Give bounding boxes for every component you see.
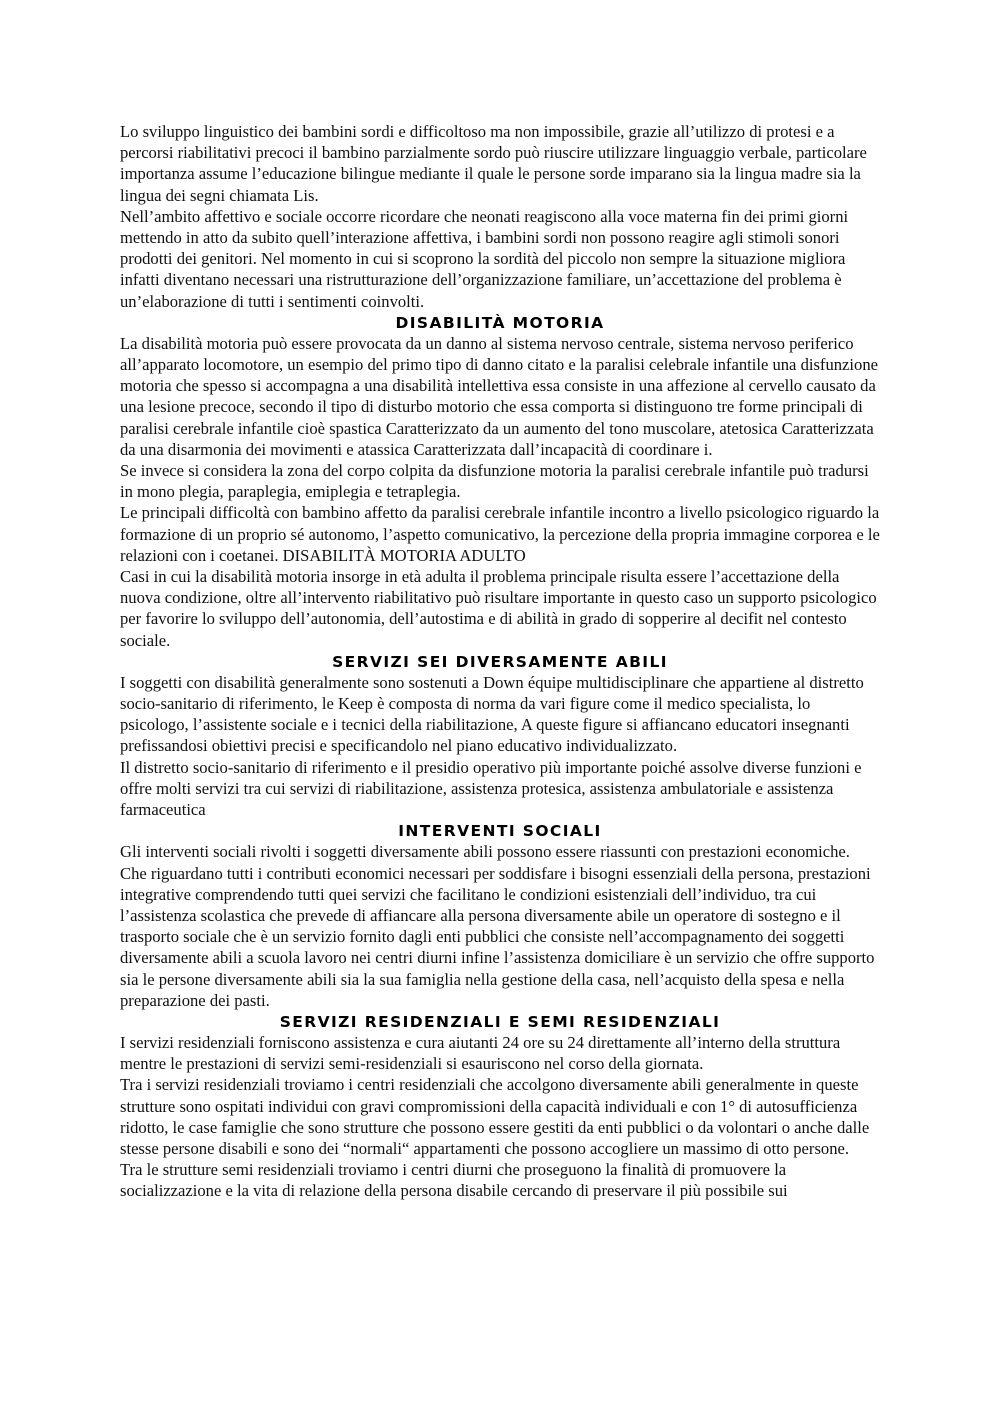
servizi-paragraph-2: Il distretto socio-sanitario di riferimento e il presidio operativo più importante poiché assolve diverse funzioni e offre molti servizi tra cui servizi di riabilitazione, assistenza protesica, assistenza ambulatoriale e assistenza farmaceutica (120, 757, 862, 820)
motoria-paragraph-4: Casi in cui la disabilità motoria insorge in età adulta il problema principale risulta essere l’accettazione della nuova condizione, oltre all’intervento riabilitativo può risultare importante in questo caso un supporto psicologico per favorire lo sviluppo dell’autonomia, dell’autostima e di abilità in grado di sopperire al decifit nel contesto sociale. (120, 567, 877, 650)
residenziali-paragraph-1: I servizi residenziali forniscono assistenza e cura aiutanti 24 ore su 24 direttamente all’interno della struttura mentre le prestazioni di servizi semi-residenziali si esauriscono nel corso della giornata. (120, 1032, 841, 1074)
residenziali-paragraph-2: Tra i servizi residenziali troviamo i centri residenziali che accolgono diversamente abili generalmente in queste strutture sono ospitati individui con gravi compromissioni della capacità individuali e con 1° di autosufficienza ridotto, le case famiglie che sono strutture che possono essere gestiti da enti pubblici o da volontari o anche dalle stesse persone disabili e sono dei “normali“ appartamenti che possono accogliere un massimo di otto persone. (120, 1075, 870, 1158)
motoria-paragraph-1: La disabilità motoria può essere provocata da un danno al sistema nervoso centrale, sistema nervoso periferico all’apparato locomotore, un esempio del primo tipo di danno citato e la paralisi celebrale infantile una disfunzione motoria che spesso si accompagna a una disabilità intellettiva essa consiste in una affezione al cervello causato da una lesione precoce, secondo il tipo di disturbo motorio che essa comporta si distinguono tre forme principali di paralisi cerebrale infantile cioè spastica Caratterizzato da un aumento del tono muscolare, atetosica Caratterizzata da una disarmonia dei movimenti e atassica Caratterizzata dall’incapacità di coordinare i. (120, 333, 878, 459)
heading-disabilita-motoria: DISABILITÀ MOTORIA (395, 313, 605, 332)
heading-servizi-residenziali: SERVIZI RESIDENZIALI E SEMI RESIDENZIALI (279, 1012, 721, 1031)
intro-paragraph-1: Lo sviluppo linguistico dei bambini sordi e difficoltoso ma non impossibile, grazie all’utilizzo di protesi e a percorsi riabilitativi precoci il bambino parzialmente sordo può riuscire utilizzare linguaggio verbale, particolare importanza assume l’educazione bilingue mediante il quale le persone sorde imparano sia la lingua madre sia la lingua dei segni chiamata Lis. (120, 122, 867, 205)
servizi-paragraph-1: I soggetti con disabilità generalmente sono sostenuti a Down équipe multidisciplinare che appartiene al distretto socio-sanitario di riferimento, le Keep è composta di norma da vari figure come il medico specialista, lo psicologo, l’assistente sociale e i tecnici della riabilitazione, A queste figure si affiancano educatori insegnanti prefissandosi obiettivi precisi e specificandolo nel piano educativo individualizzato. (120, 672, 864, 756)
interventi-paragraph-1: Gli interventi sociali rivolti i soggetti diversamente abili possono essere riassunti con prestazioni economiche. Che riguardano tutti i contributi economici necessari per soddisfare i bisogni essenziali della persona, prestazioni integrative comprendendo tutti quei servizi che facilitano le condizioni esistenziali dell’individuo, tra cui l’assistenza scolastica che prevede di affiancare alla persona diversamente abile un operatore di sostegno e il trasporto sociale che è un servizio fornito dagli enti pubblici che consiste nell’accompagnamento dei soggetti diversamente abili a scuola lavoro nei centri diurni infine l’assistenza domiciliare è un servizio che offre supporto sia le persone diversamente abili sia la sua famiglia nella gestione della casa, nell’acquisto della spesa e nella preparazione dei pasti. (120, 842, 875, 1010)
motoria-paragraph-3: Le principali difficoltà con bambino affetto da paralisi cerebrale infantile incontro a livello psicologico riguardo la formazione di un proprio sé autonomo, l’aspetto comunicativo, la percezione della propria immagine corporea e le relazioni con i coetanei. DISABILITÀ MOTORIA ADULTO (120, 503, 880, 565)
heading-servizi-diversamente-abili: SERVIZI SEI DIVERSAMENTE ABILI (332, 652, 668, 671)
heading-interventi-sociali: INTERVENTI SOCIALI (398, 822, 602, 841)
residenziali-paragraph-3: Tra le strutture semi residenziali troviamo i centri diurni che proseguono la finalità di promuovere la socializzazione e la vita di relazione della persona disabile cercando di preservare il più possibile sui (120, 1160, 788, 1201)
motoria-paragraph-2: Se invece si considera la zona del corpo colpita da disfunzione motoria la paralisi cerebrale infantile può tradursi in mono plegia, paraplegia, emiplegia e tetraplegia. (120, 461, 869, 502)
intro-paragraph-2: Nell’ambito affettivo e sociale occorre ricordare che neonati reagiscono alla voce materna fin dei primi giorni mettendo in atto da subito quell’interazione affettiva, i bambini sordi non possono reagire agli stimoli sonori prodotti dei genitori. Nel momento in cui si scoprono la sordità del piccolo non sempre la situazione migliora infatti diventano necessari una ristrutturazione dell’organizzazione familiare, un’accettazione del problema è un’elaborazione di tutti i sentimenti coinvolti. (120, 206, 849, 311)
document-page (120, 121, 880, 1202)
